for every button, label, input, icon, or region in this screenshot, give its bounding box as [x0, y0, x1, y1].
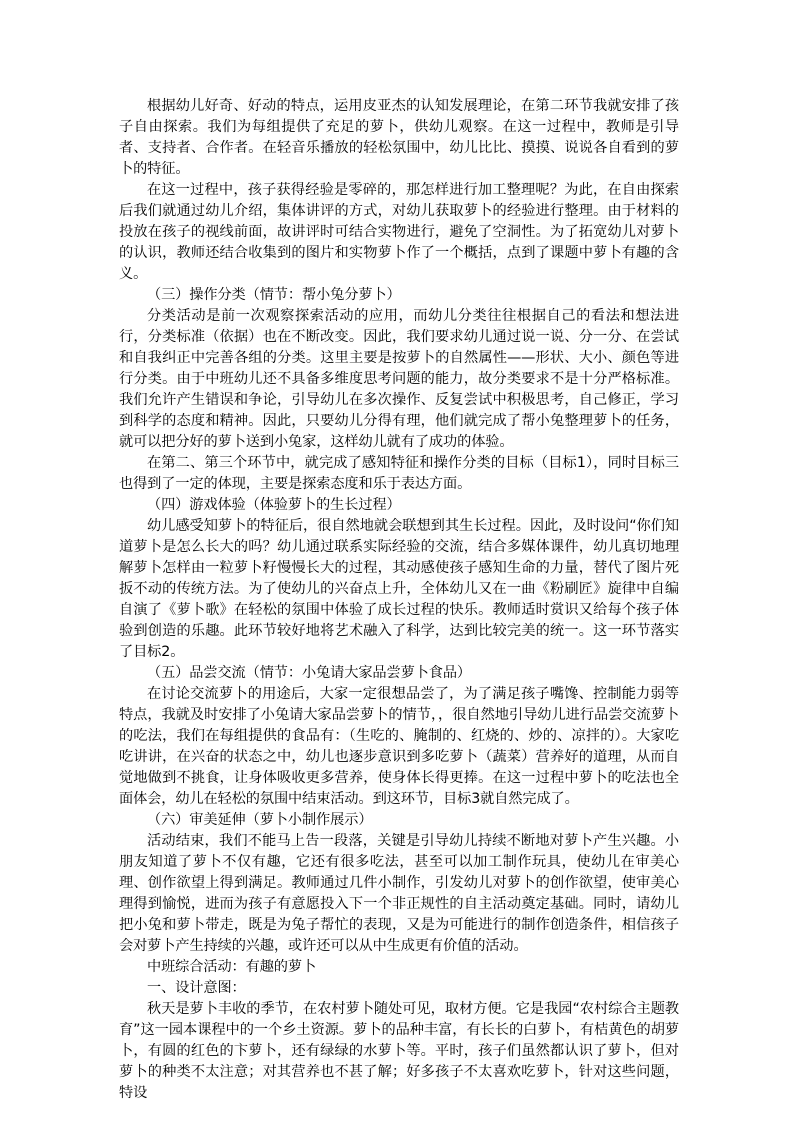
section-heading-game-experience: （四）游戏体验（体验萝卜的生长过程）	[147, 497, 401, 513]
section-heading-design-intent: 一、设计意图：	[147, 980, 246, 996]
paragraph-design-intent: 秋天是萝卜丰收的季节，在农村萝卜随处可见，取材方便。它是我园“农村综合主题教育”这一园本课程中的一个乡土资源。萝卜的品种丰富，有长长的白萝卜，有桔黄色的胡萝卜，有圆的红色的卞萝卜，还有绿绿的水萝卜等。平时，孩子们虽然都认识了萝卜，但对萝卜的种类不太注意；对其营养也不甚了解；好多孩子不太喜欢吃萝卜，针对这些问题，特设	[119, 1001, 679, 1101]
paragraph-aesthetic-extension: 活动结束，我们不能马上告一段落，关键是引导幼儿持续不断地对萝卜产生兴趣。小朋友知道了萝卜不仅有趣，它还有很多吃法，甚至可以加工制作玩具，使幼儿在审美心理、创作欲望上得到满足。教师通过几件小制作，引发幼儿对萝卜的创作欲望，使审美心理得到愉悦，进而为孩子有意愿投入下一个非正规性的自主活动奠定基础。同时，请幼儿把小兔和萝卜带走，既是为兔子帮忙的表现，又是为可能进行的制作创造条件，相信孩子会对萝卜产生持续的兴趣，或许还可以从中生成更有价值的活动。	[119, 833, 679, 954]
section-heading-tasting: （五）品尝交流（情节：小兔请大家品尝萝卜食品）	[147, 665, 472, 681]
paragraph-experience-summary: 在这一过程中，孩子获得经验是零碎的，那怎样进行加工整理呢？为此，在自由探索后我们就通过幼儿介绍，集体讲评的方式，对幼儿获取萝卜的经验进行整理。由于材料的投放在孩子的视线前面，故讲评时可结合实物进行，避免了空洞性。为了拓宽幼儿对萝卜的认识，教师还结合收集到的图片和实物萝卜作了一个概括，点到了课题中萝卜有趣的含义。	[119, 182, 679, 282]
paragraph-tasting: 在讨论交流萝卜的用途后，大家一定很想品尝了，为了满足孩子嘴馋、控制能力弱等特点，我就及时安排了小兔请大家品尝萝卜的情节，，很自然地引导幼儿进行品尝交流萝卜的吃法，我们在每组提供的食品有：（生吃的、腌制的、红烧的、炒的、凉拌的）。大家吃吃讲讲，在兴奋的状态之中，幼儿也逐步意识到多吃萝卜（蔬菜）营养好的道理，从而自觉地做到不挑食，让身体吸收更多营养，使身体长得更捧。在这一过程中萝卜的吃法也全面体会，幼儿在轻松的氛围中结束活动。到这环节，目标3就自然完成了。	[119, 686, 679, 807]
document-body	[119, 96, 679, 1104]
paragraph-classification: 分类活动是前一次观察探索活动的应用，而幼儿分类往往根据自己的看法和想法进行，分类标准（依据）也在不断改变。因此，我们要求幼儿通过说一说、分一分、在尝试和自我纠正中完善各组的分类。这里主要是按萝卜的自然属性——形状、大小、颜色等进行分类。由于中班幼儿还不具备多维度思考问题的能力，故分类要求不是十分严格标准。我们允许产生错误和争论，引导幼儿在多次操作、反复尝试中积极思考，自己修正，学习到科学的态度和精神。因此，只要幼儿分得有理，他们就完成了帮小兔整理萝卜的任务，就可以把分好的萝卜送到小兔家，这样幼儿就有了成功的体验。	[119, 308, 679, 450]
section-heading-classification: （三）操作分类（情节：帮小兔分萝卜）	[147, 287, 401, 303]
activity-title: 中班综合活动：有趣的萝卜	[147, 959, 317, 975]
paragraph-free-exploration: 根据幼儿好奇、好动的特点，运用皮亚杰的认知发展理论，在第二环节我就安排了孩子自由探索。我们为每组提供了充足的萝卜，供幼儿观察。在这一过程中，教师是引导者、支持者、合作者。在轻音乐播放的轻松氛围中，幼儿比比、摸摸、说说各自看到的萝卜的特征。	[119, 98, 679, 177]
paragraph-growth-process: 幼儿感受知萝卜的特征后，很自然地就会联想到其生长过程。因此，及时设问“你们知道萝卜是怎么长大的吗？幼儿通过联系实际经验的交流，结合多媒体课件，幼儿真切地理解萝卜怎样由一粒萝卜籽慢慢长大的过程，其动感使孩子感知生命的力量，替代了图片死扳不动的传统方法。为了使幼儿的兴奋点上升，全体幼儿又在一曲《粉刷匠》旋律中自编自演了《萝卜歌》在轻松的氛围中体验了成长过程的快乐。教师适时赏识又给每个孩子体验到创造的乐趣。此环节较好地将艺术融入了科学，达到比较完美的统一。这一环节落实了目标2。	[119, 518, 679, 660]
paragraph-goal-one: 在第二、第三个环节中，就完成了感知特征和操作分类的目标（目标1），同时目标三也得到了一定的体现，主要是探索态度和乐于表达方面。	[119, 455, 679, 492]
section-heading-aesthetic-extension: （六）审美延伸（萝卜小制作展示）	[147, 812, 373, 828]
